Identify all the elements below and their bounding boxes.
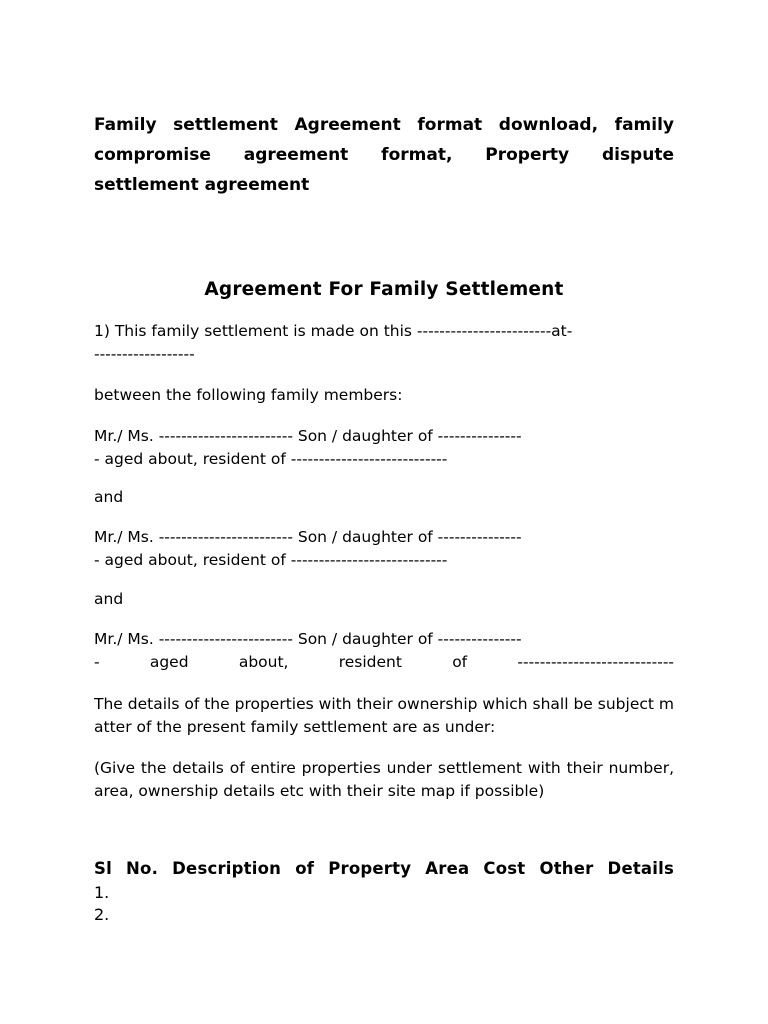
and-text-1: and [94,488,124,506]
intro-line-2: ------------------ [94,345,195,363]
instruction-paragraph: (Give the details of entire properties under settlement with their number, area, ownership details etc with their site map if possible) [94,759,674,800]
member-2-line-1: Mr./ Ms. ------------------------ Son / daughter of --------------- [94,528,522,546]
intro-line-1: 1) This family settlement is made on this ------------------------at- [94,322,573,340]
between-text: between the following family members: [94,386,403,404]
member-1-line-2: - aged about, resident of ---------------------------- [94,450,448,468]
and-text-2: and [94,590,124,608]
agreement-title: Agreement For Family Settlement [204,279,564,300]
member-2-line-2: - aged about, resident of ---------------------------- [94,551,448,569]
intro-paragraph [94,320,674,366]
member-3-block [94,628,674,674]
member-1-block [94,425,674,471]
property-table-header: Sl No. Description of Property Area Cost Other Details [94,859,674,878]
table-row-2: 2. [94,905,110,924]
document-heading: Family settlement Agreement format download, family compromise agreement format, Property dispute settlement agreement [94,115,674,195]
member-2-block [94,526,674,572]
member-3-line-1: Mr./ Ms. ------------------------ Son / daughter of --------------- [94,630,522,648]
table-row-1: 1. [94,883,110,902]
member-3-line-2: - aged about, resident of ---------------------------- [94,653,674,671]
properties-paragraph: The details of the properties with their ownership which shall be subject matter of the present family settlement are as under: [94,695,674,736]
member-1-line-1: Mr./ Ms. ------------------------ Son / daughter of --------------- [94,427,522,445]
